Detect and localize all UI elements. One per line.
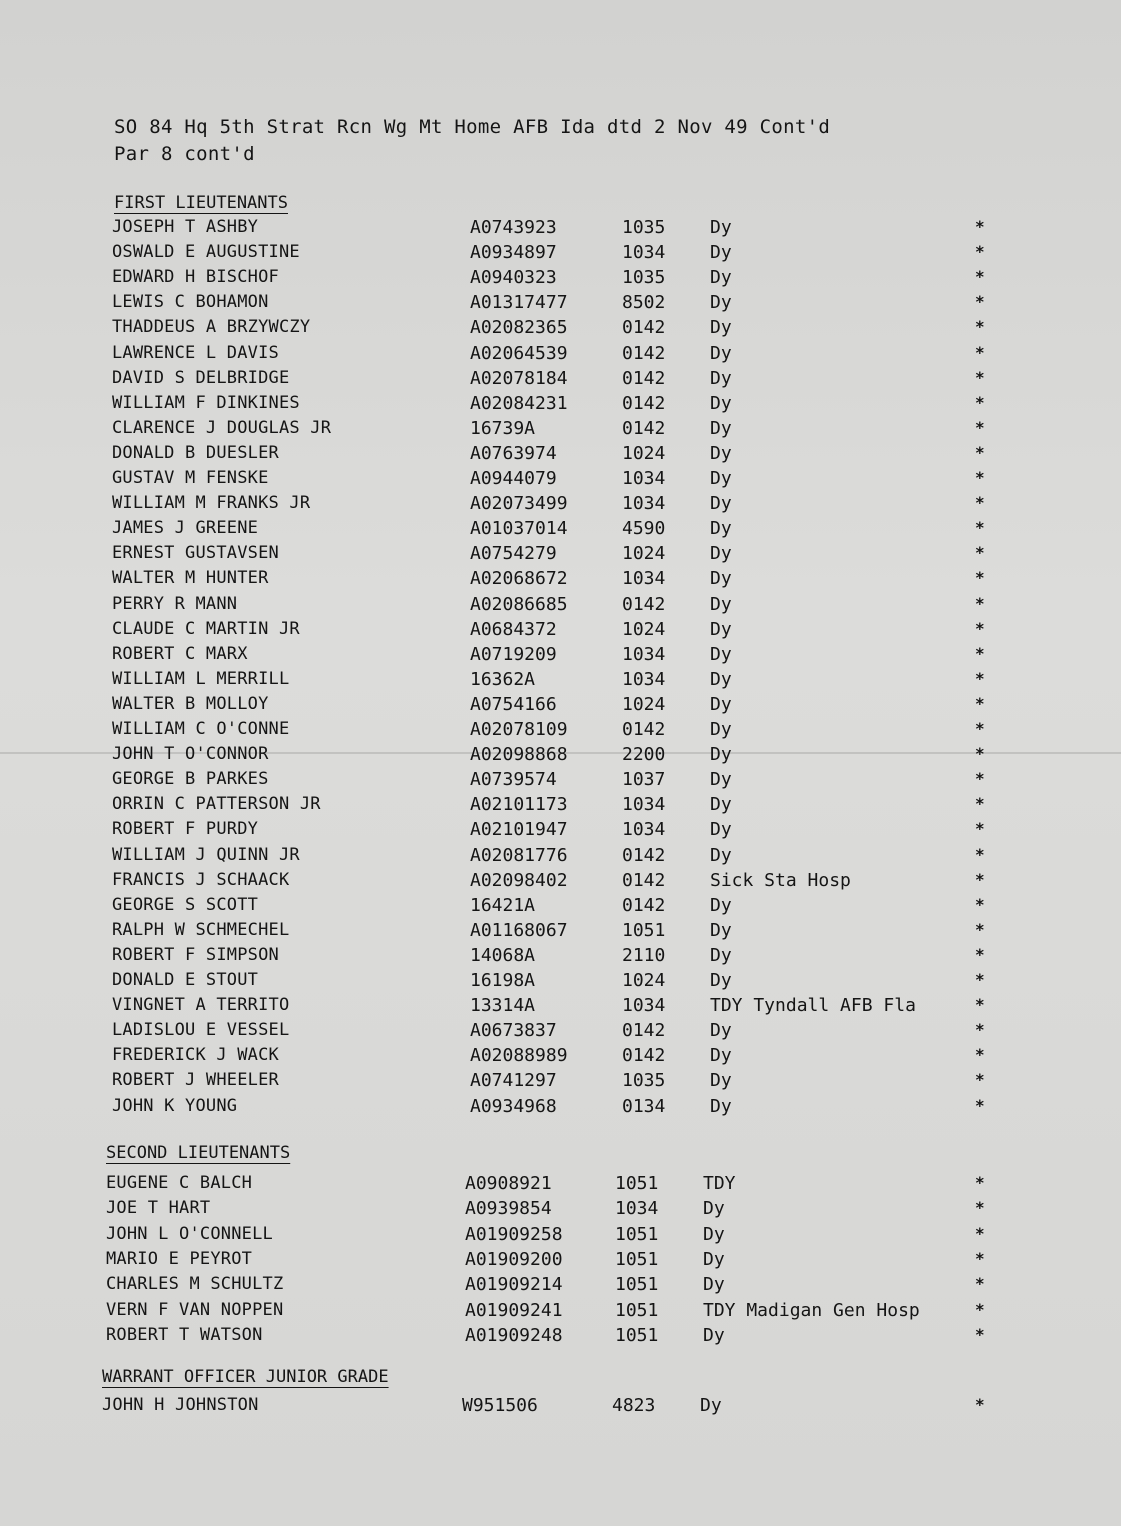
- serial-number: 16421A: [470, 895, 536, 916]
- officer-name: JOHN K YOUNG: [112, 1096, 238, 1116]
- officer-name: OSWALD E AUGUSTINE: [112, 242, 300, 262]
- duty-status: Dy: [710, 393, 732, 414]
- roster-row: [0, 217, 1121, 242]
- serial-number: A02101947: [470, 819, 568, 840]
- duty-code: 2200: [622, 744, 666, 765]
- roster-row: [0, 1249, 1121, 1274]
- duty-status: Dy: [710, 1096, 732, 1117]
- duty-code: 1034: [622, 644, 666, 665]
- serial-number: W951506: [462, 1395, 538, 1416]
- duty-status: Dy: [710, 343, 732, 364]
- roster-row: [0, 518, 1121, 543]
- serial-number: A02078109: [470, 719, 568, 740]
- asterisk-mark: *: [975, 1070, 985, 1089]
- duty-code: 1034: [622, 493, 666, 514]
- officer-name: DONALD B DUESLER: [112, 443, 279, 463]
- duty-status: Dy: [710, 970, 732, 991]
- roster-row: [0, 1020, 1121, 1045]
- asterisk-mark: *: [975, 1274, 985, 1293]
- serial-number: A02088989: [470, 1045, 568, 1066]
- duty-code: 0142: [622, 317, 666, 338]
- paragraph-reference: Par 8 cont'd: [114, 143, 255, 165]
- officer-name: LADISLOU E VESSEL: [112, 1020, 290, 1040]
- serial-number: A0754166: [470, 694, 557, 715]
- officer-name: VINGNET A TERRITO: [112, 995, 290, 1015]
- asterisk-mark: *: [975, 493, 985, 512]
- serial-number: A0940323: [470, 267, 557, 288]
- duty-code: 2110: [622, 945, 666, 966]
- roster-row: [0, 1173, 1121, 1198]
- duty-code: 0142: [622, 343, 666, 364]
- duty-status: Dy: [710, 694, 732, 715]
- roster-row: [0, 343, 1121, 368]
- roster-row: [0, 1045, 1121, 1070]
- officer-name: FREDERICK J WACK: [112, 1045, 279, 1065]
- officer-name: JOHN L O'CONNELL: [106, 1224, 273, 1244]
- asterisk-mark: *: [975, 895, 985, 914]
- duty-status: Dy: [710, 895, 732, 916]
- duty-code: 0142: [622, 1020, 666, 1041]
- serial-number: A02078184: [470, 368, 568, 389]
- officer-name: THADDEUS A BRZYWCZY: [112, 317, 311, 337]
- asterisk-mark: *: [975, 393, 985, 412]
- duty-code: 1034: [622, 995, 666, 1016]
- serial-number: 14068A: [470, 945, 536, 966]
- serial-number: A0934968: [470, 1096, 557, 1117]
- serial-number: A01168067: [470, 920, 568, 941]
- roster-row: [0, 368, 1121, 393]
- officer-name: EDWARD H BISCHOF: [112, 267, 279, 287]
- serial-number: A01909258: [465, 1224, 563, 1245]
- duty-code: 0142: [622, 845, 666, 866]
- officer-name: DAVID S DELBRIDGE: [112, 368, 290, 388]
- duty-code: 1024: [622, 543, 666, 564]
- duty-code: 1051: [615, 1300, 659, 1321]
- duty-code: 4590: [622, 518, 666, 539]
- officer-name: PERRY R MANN: [112, 594, 238, 614]
- serial-number: A02064539: [470, 343, 568, 364]
- duty-code: 1034: [622, 468, 666, 489]
- duty-code: 0142: [622, 870, 666, 891]
- duty-code: 1034: [622, 242, 666, 263]
- serial-number: 16198A: [470, 970, 536, 991]
- duty-status: Dy: [710, 543, 732, 564]
- roster-row: [0, 393, 1121, 418]
- officer-name: ROBERT T WATSON: [106, 1325, 263, 1345]
- roster-row: [0, 895, 1121, 920]
- roster-row: [0, 1274, 1121, 1299]
- roster-row: [0, 568, 1121, 593]
- officer-name: JOHN T O'CONNOR: [112, 744, 269, 764]
- asterisk-mark: *: [975, 343, 985, 362]
- officer-name: WILLIAM L MERRILL: [112, 669, 290, 689]
- officer-name: JAMES J GREENE: [112, 518, 259, 538]
- asterisk-mark: *: [975, 1300, 985, 1319]
- serial-number: A02098868: [470, 744, 568, 765]
- duty-code: 1051: [615, 1173, 659, 1194]
- serial-number: A02101173: [470, 794, 568, 815]
- roster-row: [0, 1224, 1121, 1249]
- roster-row: [0, 644, 1121, 669]
- asterisk-mark: *: [975, 292, 985, 311]
- asterisk-mark: *: [975, 1224, 985, 1243]
- serial-number: A0673837: [470, 1020, 557, 1041]
- roster-row: [0, 1325, 1121, 1350]
- asterisk-mark: *: [975, 970, 985, 989]
- asterisk-mark: *: [975, 794, 985, 813]
- duty-status: Dy: [710, 368, 732, 389]
- order-reference: SO 84 Hq 5th Strat Rcn Wg Mt Home AFB Ida dtd 2 Nov 49 Cont'd: [114, 116, 831, 138]
- serial-number: A01909200: [465, 1249, 563, 1270]
- duty-status: Dy: [700, 1395, 722, 1416]
- roster-row: [0, 870, 1121, 895]
- roster-row: [0, 292, 1121, 317]
- asterisk-mark: *: [975, 819, 985, 838]
- duty-code: 1024: [622, 619, 666, 640]
- officer-name: ERNEST GUSTAVSEN: [112, 543, 279, 563]
- asterisk-mark: *: [975, 945, 985, 964]
- duty-status: Dy: [710, 568, 732, 589]
- roster-row: [0, 744, 1121, 769]
- officer-name: LEWIS C BOHAMON: [112, 292, 269, 312]
- roster-row: [0, 242, 1121, 267]
- asterisk-mark: *: [975, 418, 985, 437]
- serial-number: A0939854: [465, 1198, 552, 1219]
- serial-number: A02068672: [470, 568, 568, 589]
- serial-number: A02081776: [470, 845, 568, 866]
- duty-status: Dy: [710, 744, 732, 765]
- duty-code: 1024: [622, 694, 666, 715]
- roster-row: [0, 1198, 1121, 1223]
- duty-status: Dy: [703, 1224, 725, 1245]
- officer-name: MARIO E PEYROT: [106, 1249, 253, 1269]
- officer-name: FRANCIS J SCHAACK: [112, 870, 290, 890]
- asterisk-mark: *: [975, 769, 985, 788]
- serial-number: 16362A: [470, 669, 536, 690]
- asterisk-mark: *: [975, 619, 985, 638]
- serial-number: A0908921: [465, 1173, 552, 1194]
- duty-status: Dy: [710, 267, 732, 288]
- duty-code: 1051: [622, 920, 666, 941]
- duty-code: 1034: [622, 669, 666, 690]
- duty-code: 0142: [622, 393, 666, 414]
- roster-row: [0, 418, 1121, 443]
- duty-status: Dy: [710, 217, 732, 238]
- duty-status: Dy: [710, 644, 732, 665]
- roster-row: [0, 1070, 1121, 1095]
- asterisk-mark: *: [975, 995, 985, 1014]
- officer-name: EUGENE C BALCH: [106, 1173, 253, 1193]
- asterisk-mark: *: [975, 594, 985, 613]
- duty-code: 1037: [622, 769, 666, 790]
- roster-row: [0, 769, 1121, 794]
- duty-status: Dy: [710, 845, 732, 866]
- asterisk-mark: *: [975, 518, 985, 537]
- duty-status: Dy: [710, 1045, 732, 1066]
- duty-status: Dy: [703, 1325, 725, 1346]
- asterisk-mark: *: [975, 694, 985, 713]
- asterisk-mark: *: [975, 1249, 985, 1268]
- roster-row: [0, 669, 1121, 694]
- duty-status: Dy: [710, 619, 732, 640]
- officer-name: DONALD E STOUT: [112, 970, 259, 990]
- serial-number: A02084231: [470, 393, 568, 414]
- duty-status: Dy: [710, 669, 732, 690]
- serial-number: A0741297: [470, 1070, 557, 1091]
- officer-name: ROBERT J WHEELER: [112, 1070, 279, 1090]
- roster-row: [0, 995, 1121, 1020]
- roster-row: [0, 945, 1121, 970]
- duty-status: Dy: [710, 468, 732, 489]
- asterisk-mark: *: [975, 543, 985, 562]
- duty-status: TDY Madigan Gen Hosp: [703, 1300, 920, 1321]
- asterisk-mark: *: [975, 1198, 985, 1217]
- officer-name: GEORGE B PARKES: [112, 769, 269, 789]
- serial-number: A01909248: [465, 1325, 563, 1346]
- roster-row: [0, 267, 1121, 292]
- duty-code: 1051: [615, 1249, 659, 1270]
- duty-code: 0142: [622, 418, 666, 439]
- serial-number: A01909241: [465, 1300, 563, 1321]
- asterisk-mark: *: [975, 669, 985, 688]
- duty-code: 0142: [622, 719, 666, 740]
- serial-number: A01909214: [465, 1274, 563, 1295]
- asterisk-mark: *: [975, 368, 985, 387]
- duty-status: Dy: [710, 493, 732, 514]
- asterisk-mark: *: [975, 719, 985, 738]
- asterisk-mark: *: [975, 1045, 985, 1064]
- duty-status: Dy: [710, 794, 732, 815]
- officer-name: ROBERT F PURDY: [112, 819, 259, 839]
- serial-number: A0719209: [470, 644, 557, 665]
- duty-status: Dy: [710, 920, 732, 941]
- officer-name: GEORGE S SCOTT: [112, 895, 259, 915]
- duty-status: Dy: [703, 1274, 725, 1295]
- officer-name: GUSTAV M FENSKE: [112, 468, 269, 488]
- officer-name: VERN F VAN NOPPEN: [106, 1300, 284, 1320]
- roster-row: [0, 794, 1121, 819]
- roster-row: [0, 468, 1121, 493]
- warrant-officer-heading: WARRANT OFFICER JUNIOR GRADE: [102, 1367, 389, 1387]
- second-lieutenants-heading: SECOND LIEUTENANTS: [106, 1143, 291, 1163]
- asterisk-mark: *: [975, 242, 985, 261]
- serial-number: A02082365: [470, 317, 568, 338]
- duty-code: 1034: [622, 568, 666, 589]
- roster-row: [0, 719, 1121, 744]
- officer-name: CLAUDE C MARTIN JR: [112, 619, 300, 639]
- roster-row: [0, 694, 1121, 719]
- roster-row: [0, 1096, 1121, 1121]
- duty-status: Dy: [710, 292, 732, 313]
- duty-code: 1051: [615, 1224, 659, 1245]
- officer-name: JOE T HART: [106, 1198, 211, 1218]
- duty-status: Sick Sta Hosp: [710, 870, 851, 891]
- roster-row: [0, 443, 1121, 468]
- duty-code: 1024: [622, 443, 666, 464]
- roster-row: [0, 493, 1121, 518]
- roster-row: [0, 1300, 1121, 1325]
- first-lieutenants-heading: FIRST LIEUTENANTS: [114, 193, 288, 213]
- asterisk-mark: *: [975, 1325, 985, 1344]
- duty-status: Dy: [710, 769, 732, 790]
- duty-code: 1035: [622, 1070, 666, 1091]
- serial-number: A0684372: [470, 619, 557, 640]
- serial-number: A02073499: [470, 493, 568, 514]
- duty-status: Dy: [710, 317, 732, 338]
- duty-code: 0142: [622, 895, 666, 916]
- duty-status: Dy: [710, 518, 732, 539]
- officer-name: WILLIAM J QUINN JR: [112, 845, 300, 865]
- serial-number: A0763974: [470, 443, 557, 464]
- duty-code: 4823: [612, 1395, 656, 1416]
- duty-status: Dy: [710, 945, 732, 966]
- officer-name: WILLIAM C O'CONNE: [112, 719, 290, 739]
- serial-number: A01317477: [470, 292, 568, 313]
- duty-status: Dy: [710, 594, 732, 615]
- duty-status: Dy: [710, 1070, 732, 1091]
- duty-status: Dy: [710, 819, 732, 840]
- officer-name: ORRIN C PATTERSON JR: [112, 794, 321, 814]
- roster-row: [0, 845, 1121, 870]
- officer-name: WILLIAM M FRANKS JR: [112, 493, 311, 513]
- officer-name: LAWRENCE L DAVIS: [112, 343, 279, 363]
- duty-status: Dy: [710, 1020, 732, 1041]
- duty-code: 0142: [622, 368, 666, 389]
- asterisk-mark: *: [975, 468, 985, 487]
- roster-row: [0, 594, 1121, 619]
- officer-name: ROBERT F SIMPSON: [112, 945, 279, 965]
- serial-number: A0739574: [470, 769, 557, 790]
- duty-status: TDY: [703, 1173, 736, 1194]
- duty-code: 1035: [622, 217, 666, 238]
- serial-number: A0743923: [470, 217, 557, 238]
- duty-status: Dy: [710, 418, 732, 439]
- roster-row: [0, 317, 1121, 342]
- officer-name: JOSEPH T ASHBY: [112, 217, 259, 237]
- asterisk-mark: *: [975, 920, 985, 939]
- asterisk-mark: *: [975, 568, 985, 587]
- duty-code: 0134: [622, 1096, 666, 1117]
- asterisk-mark: *: [975, 644, 985, 663]
- asterisk-mark: *: [975, 845, 985, 864]
- asterisk-mark: *: [975, 1096, 985, 1115]
- duty-code: 0142: [622, 594, 666, 615]
- duty-code: 1035: [622, 267, 666, 288]
- duty-status: Dy: [710, 719, 732, 740]
- duty-code: 1051: [615, 1274, 659, 1295]
- asterisk-mark: *: [975, 1173, 985, 1192]
- roster-row: [0, 543, 1121, 568]
- officer-name: CLARENCE J DOUGLAS JR: [112, 418, 332, 438]
- asterisk-mark: *: [975, 870, 985, 889]
- asterisk-mark: *: [975, 267, 985, 286]
- roster-row: [0, 970, 1121, 995]
- duty-code: 1024: [622, 970, 666, 991]
- serial-number: A0944079: [470, 468, 557, 489]
- officer-name: ROBERT C MARX: [112, 644, 248, 664]
- roster-row: [0, 1395, 1121, 1420]
- duty-code: 0142: [622, 1045, 666, 1066]
- asterisk-mark: *: [975, 744, 985, 763]
- officer-name: CHARLES M SCHULTZ: [106, 1274, 284, 1294]
- duty-code: 1051: [615, 1325, 659, 1346]
- duty-code: 1034: [622, 794, 666, 815]
- officer-name: WALTER M HUNTER: [112, 568, 269, 588]
- officer-name: JOHN H JOHNSTON: [102, 1395, 259, 1415]
- asterisk-mark: *: [975, 217, 985, 236]
- asterisk-mark: *: [975, 1395, 985, 1414]
- officer-name: RALPH W SCHMECHEL: [112, 920, 290, 940]
- duty-status: TDY Tyndall AFB Fla: [710, 995, 916, 1016]
- officer-name: WILLIAM F DINKINES: [112, 393, 300, 413]
- asterisk-mark: *: [975, 1020, 985, 1039]
- roster-row: [0, 920, 1121, 945]
- serial-number: A02098402: [470, 870, 568, 891]
- serial-number: 16739A: [470, 418, 536, 439]
- officer-name: WALTER B MOLLOY: [112, 694, 269, 714]
- roster-row: [0, 619, 1121, 644]
- serial-number: A0754279: [470, 543, 557, 564]
- duty-status: Dy: [703, 1198, 725, 1219]
- duty-status: Dy: [710, 443, 732, 464]
- duty-code: 1034: [622, 819, 666, 840]
- serial-number: 13314A: [470, 995, 536, 1016]
- duty-status: Dy: [703, 1249, 725, 1270]
- asterisk-mark: *: [975, 443, 985, 462]
- roster-row: [0, 819, 1121, 844]
- duty-code: 8502: [622, 292, 666, 313]
- serial-number: A02086685: [470, 594, 568, 615]
- serial-number: A01037014: [470, 518, 568, 539]
- duty-code: 1034: [615, 1198, 659, 1219]
- serial-number: A0934897: [470, 242, 557, 263]
- asterisk-mark: *: [975, 317, 985, 336]
- duty-status: Dy: [710, 242, 732, 263]
